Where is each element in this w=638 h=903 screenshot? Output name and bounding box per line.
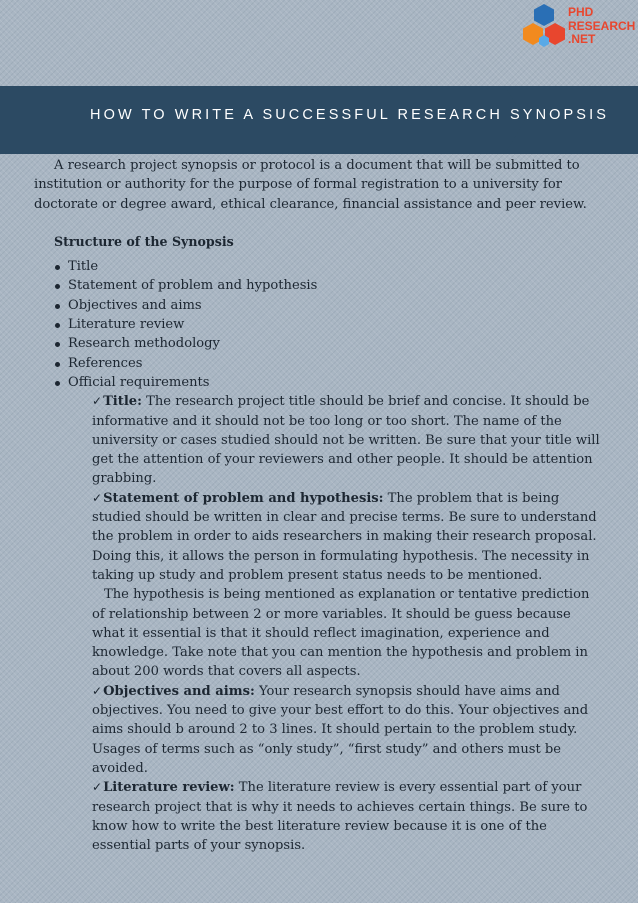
structure-heading: Structure of the Synopsis (54, 233, 234, 249)
logo (518, 2, 638, 54)
title-banner (0, 86, 638, 158)
hypothesis-paragraph: The hypothesis is being mentioned as explanation or tentative prediction of relationship between 2 or more variables. It should be guess because what it essential is that it should reflect imagination, experience and knowledge. Take note that you can mention the hypothesis and problem in about 200 words that covers all aspects. (92, 587, 590, 680)
check-icon: ✓ (92, 683, 103, 698)
hexagon-logo-icon (518, 2, 570, 54)
logo-line-phd: PHD (568, 5, 594, 19)
term-text: The problem that is being studied should be written in clear and precise terms. Be sure to understand the problem in order to aids researchers in making their research proposal. Doing this, it allows the person in formulating hypothesis. The necessity in taking up study and problem present status needs to be mentioned. (92, 490, 597, 583)
intro-paragraph: A research project synopsis or protocol is a document that will be submitted to institution or authority for the purpose of formal registration to a university for doctorate or degree award, ethical clearance, financial assistance and peer review. (34, 158, 587, 212)
check-icon: ✓ (92, 780, 103, 795)
list-item: Title (68, 257, 594, 276)
logo-line-research: RESEARCH (568, 18, 636, 33)
list-item: Statement of problem and hypothesis (68, 276, 594, 295)
term-text: Your research synopsis should have aims and objectives. You need to give your best effort to do this. Your objectives and aims should b around 2 to 3 lines. It should pertain to the problem study. Usages of terms such as “only study”, “first study” and others must be avoided. (92, 683, 589, 776)
check-icon: ✓ (92, 394, 103, 409)
term-label: Title: (103, 394, 142, 410)
literature-paragraph (92, 778, 606, 855)
page-title: HOW TO WRITE A SUCCESSFUL RESEARCH SYNOPSIS (90, 107, 609, 123)
logo-text (568, 6, 635, 47)
list-item: Research methodology (68, 334, 594, 353)
objectives-paragraph (92, 682, 606, 778)
term-text: The literature review is every essential part of your research project that is why it needs to achieves certain things. Be sure to know how to write the best literature review because it is one of the essential parts of your synopsis. (92, 780, 588, 854)
problem-paragraph (92, 489, 606, 585)
document-body (34, 156, 600, 855)
term-label: Literature review: (103, 780, 235, 796)
list-item: Objectives and aims (68, 296, 594, 315)
term-label: Statement of problem and hypothesis: (103, 490, 384, 506)
check-icon: ✓ (92, 490, 103, 505)
term-label: Objectives and aims: (103, 683, 255, 699)
list-item: References (68, 354, 594, 373)
logo-line-net: .NET (568, 32, 596, 46)
list-item: Literature review (68, 315, 594, 334)
structure-list (34, 257, 594, 392)
title-paragraph (92, 392, 606, 488)
term-text: The research project title should be brief and concise. It should be informative and it should not be too long or too short. The name of the university or cases studied should not be written. Be sure that your title will get the attention of your reviewers and other people. It should be attention grabbing. (92, 394, 600, 487)
details-section (92, 392, 606, 855)
list-item: Official requirements (68, 373, 594, 392)
